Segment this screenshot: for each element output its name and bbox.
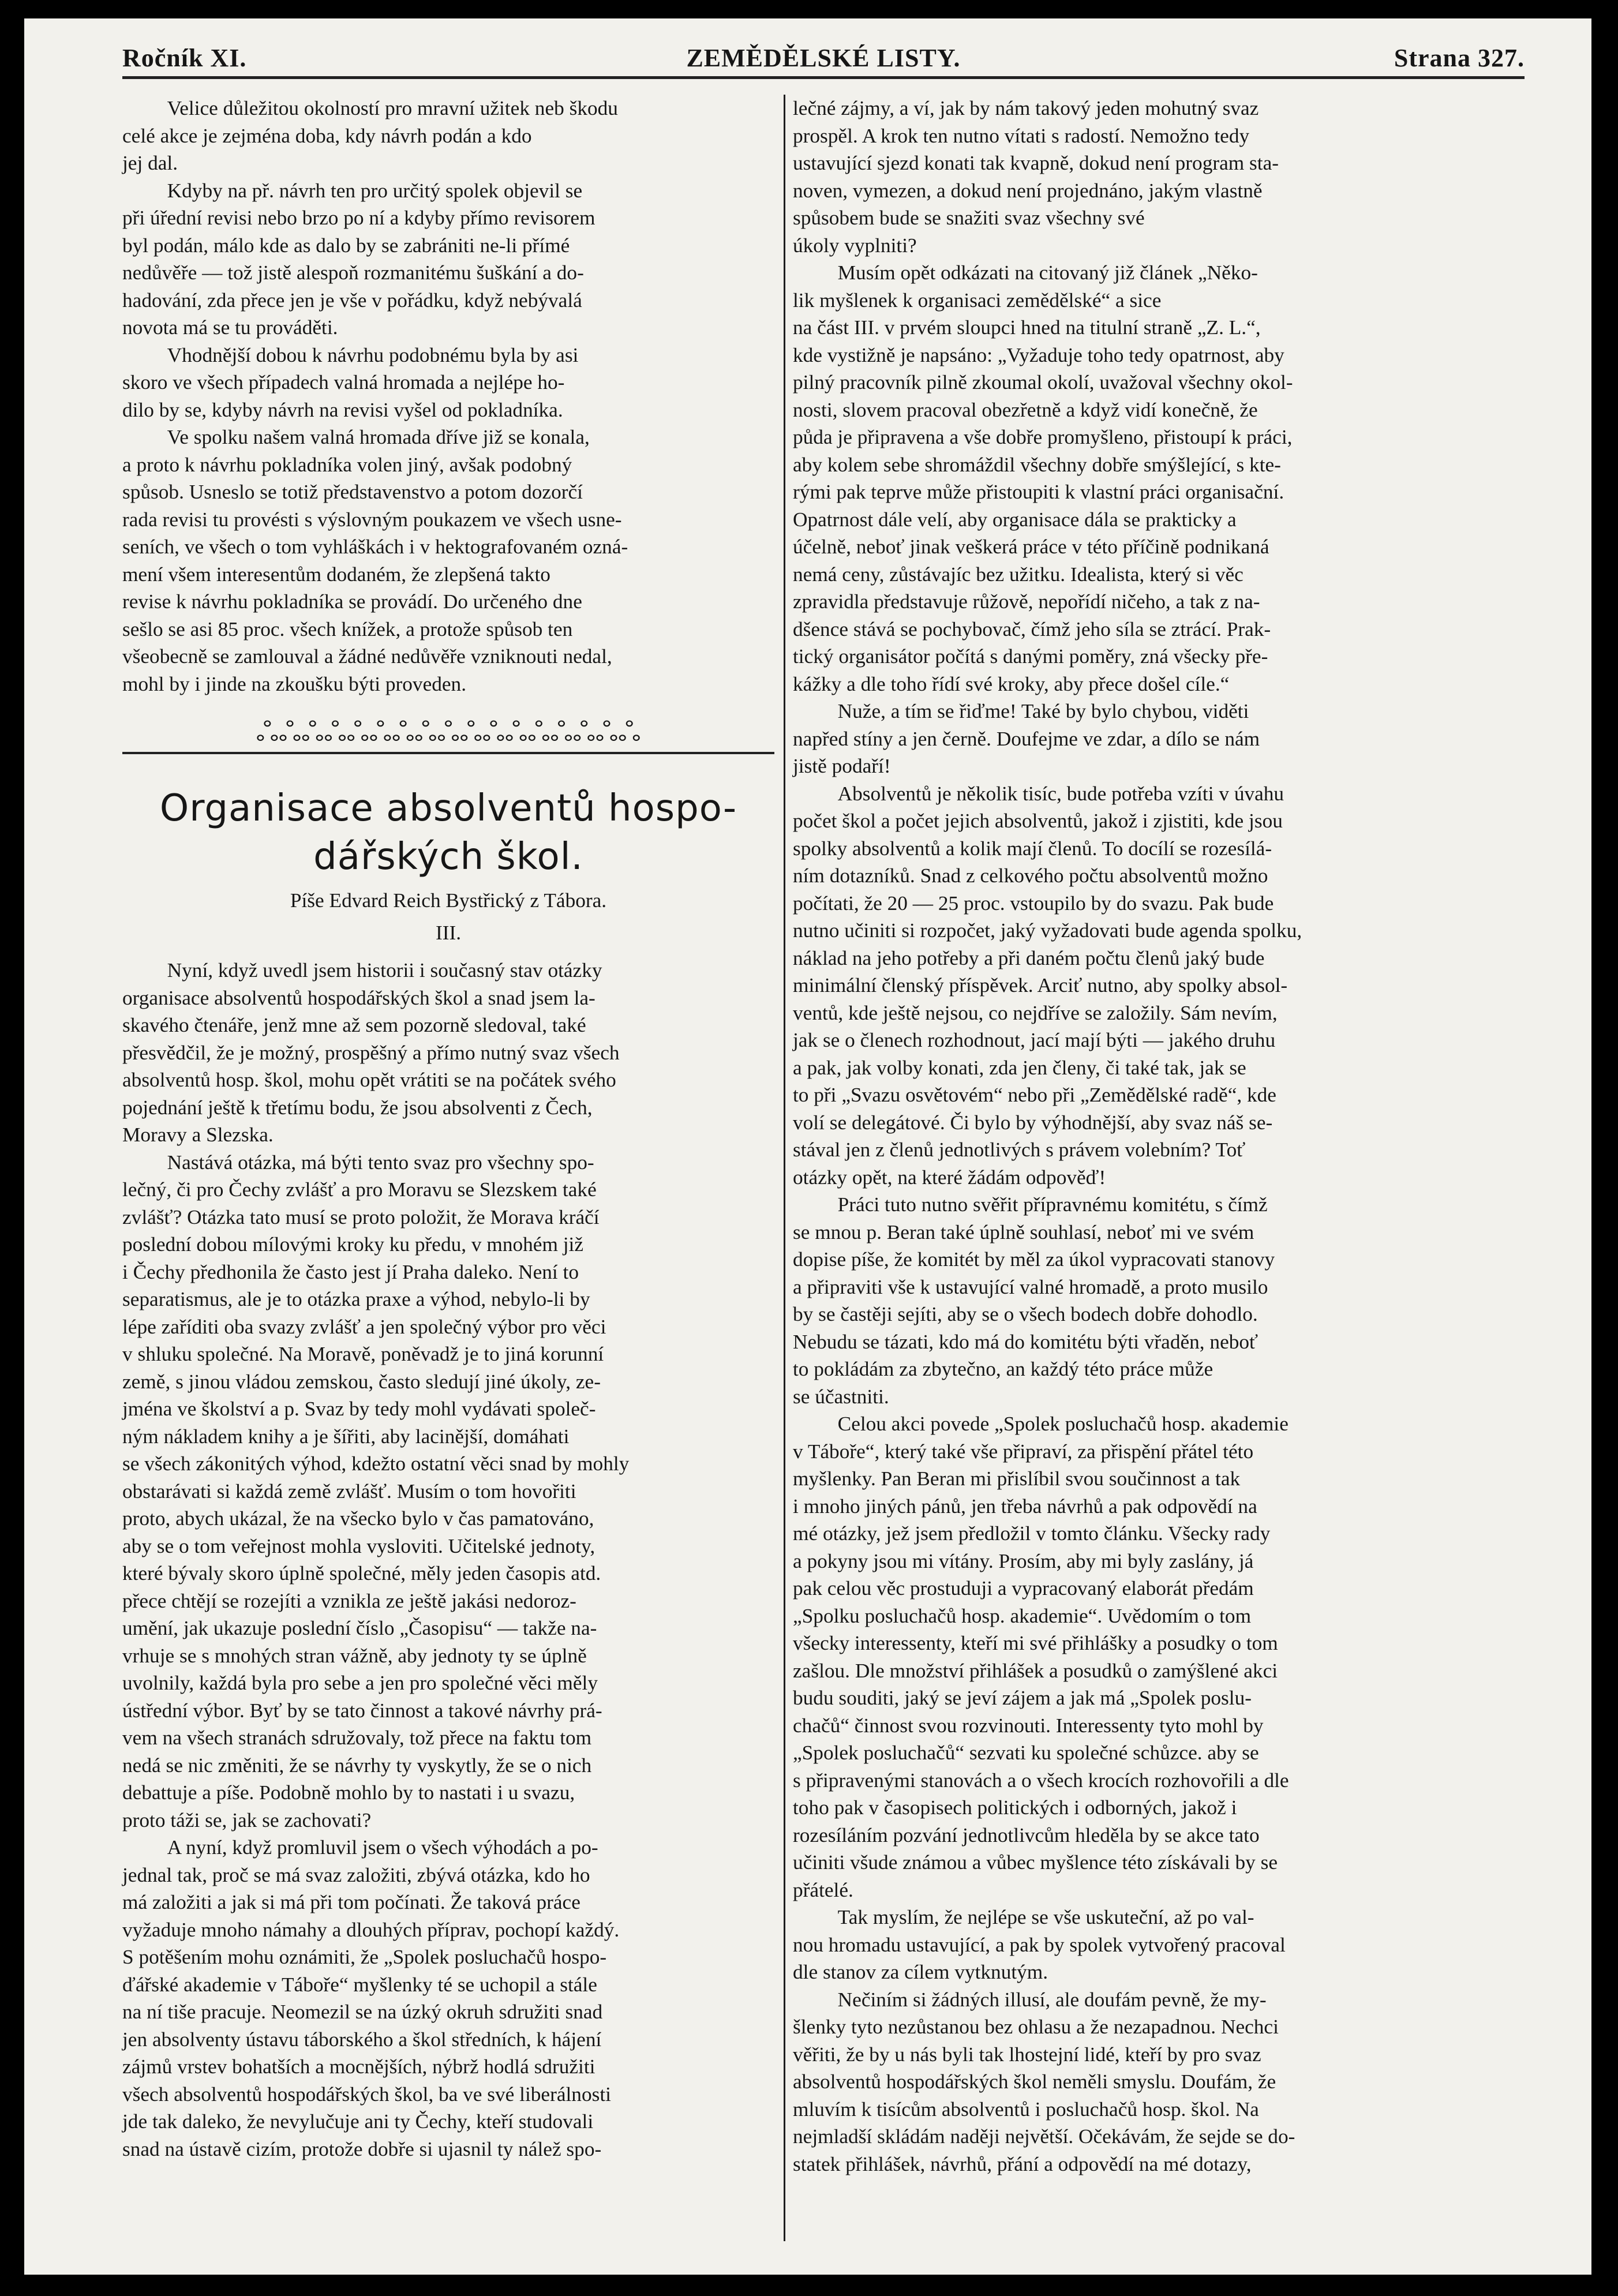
paragraph: Velice důležitou okolností pro mravní užitek neb škodu celé akce je zejména doba, kdy návrh podán a kdo jej dal. [122, 97, 618, 174]
paragraph: Nastává otázka, má býti tento svaz pro všechny spo- lečný, či pro Čechy zvlášť a pro Moravu se Slezskem také zvlášť? Otázka tato musí se proto položit, že Morava kráčí poslední dobou mílovými kroky ku předu, v mnohém již i Čechy předhonila že často jest jí Praha daleko. Není to separatismus, ale je to otázka praxe a výhod, nebylo-li by lépe zaříditi oba svazy zvlášť a jen společný výbor pro věci v shluku společné. Na Moravě, poněvadž je to jiná korunní země, s jinou vládou zemskou, často sledují jiné úkoly, ze- jména ve školství a p. Svaz by tedy mohl vydávati společ- ným nákladem knihy a je šířiti, aby lacinější, domáhati se všech zákonitých výhod, kdežto ostatní věci snad by mohly obstarávati si každá země zvlášť. Musím o tom hovořiti proto, abych ukázal, že na všecko bylo v čas pamatováno, aby se o tom veřejnost mohla vysloviti. Učitelské jednoty, které bývaly skoro úplně společné, měly jeden časopis atd. přece chtějí se rozejíti a vznikla ze ještě jakási nedoroz- umění, jak ukazuje poslední číslo „Časopisu“ — takže na- vrhuje se s mnohých stran vážně, aby jednoty ty se úplně uvolnily, každá byla pro sebe a jen pro společné věci měly ústřední výbor. Byť by se tato činnost a takové návrhy prá- vem na všech stranách sdružovaly, tož přece na faktu tom nedá se nic změniti, že se návrhy ty vyskytly, že se o nich debattuje a píše. Podobně mohlo by to nastati i u svazu, proto táži se, jak se zachovati? [122, 1151, 630, 1831]
volume-label: Ročník XI. [122, 44, 247, 72]
paragraph: Musím opět odkázati na citovaný již článek „Něko- lik myšlenek k organisaci zemědělské“ a sice na část III. v prvém sloupci hned na titulní straně „Z. L.“, kde vystižně je napsáno: „Vyžaduje toho tedy opatrnost, aby pilný pracovník pilně zkoumal okolí, uvažoval všechny okol- nosti, slovem pracoval obezřetně a když vidí konečně, že půda je připravena a vše dobře promyšleno, přistoupí k práci, aby kolem sebe shromáždil všechny dobře smýšlející, s kte- rými pak teprve může přistoupiti k vlastní práci organisační. Opatrnost dále velí, aby organisace dála se prakticky a účelně, neboť jinak veškerá práce v této příčině podnikaná nemá ceny, zůstávajíc bez užitku. Idealista, který si věc zpravidla představuje růžově, nepořídí ničeho, a tak z na- dšence stává se pochybovač, čímž jeho síla se ztrácí. Prak- tický organisátor počítá s danými poměry, zná všecky pře- kážky a dle toho řídí své kroky, aby přece došel cíle.“ [793, 261, 1293, 695]
paragraph: Tak myslím, že nejlépe se vše uskuteční, až po val- nou hromadu ustavující, a pak by spolek vytvořený pracoval dle stanov za cílem vytknutým. [793, 1906, 1286, 1983]
ornament-flourish: ஃஃஃஃஃஃஃஃஃஃஃஃஃஃஃஃஃ [256, 717, 641, 747]
page-header [122, 42, 1525, 79]
paragraph: Práci tuto nutno svěřit přípravnému komitétu, s čímž se mnou p. Beran také úplně souhlasí, neboť mi ve svém dopise píše, že komitét by měl za úkol vypracovati stanovy a připraviti vše k ustavující valné hromadě, a proto musilo by se častěji sejíti, aby se o všech bodech dobře dohodlo. Nebudu se tázati, kdo má do komitétu býti vřaděn, neboť to pokládám za zbytečno, an každý této práce může se účastniti. [793, 1193, 1275, 1408]
left-column [122, 95, 774, 2163]
journal-title: ZEMĚDĚLSKÉ LISTY. [686, 44, 961, 72]
page-number: Strana 327. [1394, 44, 1525, 72]
paragraph: Celou akci povede „Spolek posluchačů hosp. akademie v Táboře“, který také vše připraví, za přispění přátel této myšlenky. Pan Beran mi přislíbil svou součinnost a tak i mnoho jiných pánů, jen třeba návrhů a pak odpovědí na mé otázky, jež jsem předložil v tomto článku. Všecky rady a pokyny jsou mi vítány. Prosím, aby mi byly zaslány, já pak celou věc prostuduji a vypracovaný elaborát předám „Spolku posluchačů hosp. akademie“. Uvědomím o tom všecky interessenty, kteří mi své přihlášky a posudky o tom zašlou. Dle množství přihlášek a posudků o zamýšlené akci budu souditi, jaký se jeví zájem a jak má „Spolek poslu- chačů“ činnost svou rozvinouti. Interessenty tyto mohl by „Spolek posluchačů“ sezvati ku společné schůzce. aby se s připravenými stanovách a o všech krocích rozhovořili a dle toho pak v časopisech politických i odborných, jakož i rozesíláním pozvání jednotlivcům hleděla by se akce tato učiniti všude známou a vůbec myšlence této získávali by se přátelé. [793, 1413, 1289, 1901]
article-heading [122, 784, 774, 946]
section-ornament [122, 715, 774, 754]
paragraph: Nuže, a tím se řiďme! Také by bylo chybou, viděti napřed stíny a jen černě. Doufejme ve zdar, a dílo se nám jistě podaří! [793, 700, 1260, 777]
paragraph: Nyní, když uvedl jsem historii i současný stav otázky organisace absolventů hospodářských škol a snad jsem la- skavého čtenáře, jenž mne až sem pozorně sledoval, také přesvědčil, že je možný, prospěšný a přímo nutný svaz všech absolventů hosp. škol, mohu opět vrátiti se na počátek svého pojednání ještě k třetímu bodu, že jsou absolventi z Čech, Moravy a Slezska. [122, 959, 620, 1146]
article-byline: Píše Edvard Reich Bystřický z Tábora. [290, 889, 607, 912]
article-part-number: III. [435, 921, 462, 944]
paragraph: A nyní, když promluvil jsem o všech výhodách a po- jednal tak, proč se má svaz založiti, zbývá otázka, kdo ho má založiti a jak si má při tom počínati. Že taková práce vyžaduje mnoho námahy a dlouhých příprav, pochopí každý. S potěšením mohu oznámiti, že „Spolek posluchačů hospo- ďářské akademie v Táboře“ myšlenky té se uchopil a stále na ní tiše pracuje. Neomezil se na úzký okruh sdružiti snad jen absolventy ústavu táborského a škol středních, k hájení zájmů vrstev bohatších a mocnějších, nýbrž hodlá sdružiti všech absolventů hospodářských škol, ba ve své liberálnosti jde tak daleko, že nevylučuje ani ty Čechy, kteří studovali snad na ústavě cizím, protože dobře si ujasnil ty nálež spo- [122, 1836, 620, 2160]
article-title [122, 784, 774, 881]
paragraph: lečné zájmy, a ví, jak by nám takový jeden mohutný svaz prospěl. A krok ten nutno vítati s radostí. Nemožno tedy ustavující sjezd konati tak kvapně, dokud není program sta- noven, vymezen, a dokud není projednáno, jakým vlastně spůsobem bude se snažiti svaz všechny své úkoly vyplniti? [793, 97, 1279, 257]
article-title-line: dářských škol. [313, 836, 583, 878]
article-title-line: Organisace absolventů hospo- [159, 787, 737, 830]
column-divider [784, 95, 785, 2241]
newspaper-page [24, 18, 1591, 2275]
right-column [793, 95, 1468, 2178]
paragraph: Nečiním si žádných illusí, ale doufám pevně, že my- šlenky tyto nezůstanou bez ohlasu a že nezapadnou. Nechci věřiti, že by u nás byli tak lhostejní lidé, kteří by pro svaz absolventů hospodářských škol neměli smyslu. Doufám, že mluvím k tisícům absolventů i posluchačů hosp. škol. Na nejmladší skládám naději největší. Očekávám, že sejde se do- statek přihlášek, návrhů, přání a odpovědí na mé dotazy, [793, 1988, 1295, 2175]
paragraph: Kdyby na př. návrh ten pro určitý spolek objevil se při úřední revisi nebo brzo po ní a kdyby přímo revisorem byl podán, málo kde as dalo by se zabrániti ne-li přímé nedůvěře — tož jistě alespoň rozmanitému šuškání a do- hadování, zda přece jen je vše v pořádku, když nebývalá novota má se tu prováděti. [122, 179, 595, 339]
paragraph: Absolventů je několik tisíc, bude potřeba vzíti v úvahu počet škol a počet jejich absolventů, jakož i zjistiti, kde jsou spolky absolventů a kolik mají členů. To docílí se rozesílá- ním dotazníků. Snad z celkového počtu absolventů možno počítati, že 20 — 25 proc. vstoupilo by do svazu. Pak bude nutno učiniti si rozpočet, jaký vyžadovati bude agenda spolku, náklad na jeho potřeby a při daném počtu členů jaký bude minimální členský příspěvek. Arciť nutno, aby spolky absol- ventů, kde ještě nejsou, co nejdříve se založily. Sám nevím, jak se o členech rozhodnout, jací mají býti — jakého druhu a pak, jak volby konati, zda jen členy, či také tak, jak se to při „Svazu osvětovém“ nebo při „Zemědělské radě“, kde volí se delegátové. Či bylo by výhodnější, aby svaz náš se- stával jen z členů jednotlivých s právem volebním? Toť otázky opět, na které žádám odpověď! [793, 782, 1302, 1189]
paragraph: Vhodnější dobou k návrhu podobnému byla by asi skoro ve všech případech valná hromada a nejlépe ho- dilo by se, kdyby návrh na revisi vyšel od pokladníka. [122, 343, 579, 421]
paragraph: Ve spolku našem valná hromada dříve již se konala, a proto k návrhu pokladníka volen jiný, avšak podobný spůsob. Usneslo se totiž představenstvo a potom dozorčí rada revisi tu provésti s výslovným poukazem ve všech usne- seních, ve všech o tom vyhláškách i v hektografovaném ozná- mení všem interesentům dodaném, že zlepšená takto revise k návrhu pokladníka se provádí. Do určeného dne sešlo se asi 85 proc. všech knížek, a protože spůsob ten všeobecně se zamlouval a žádné nedůvěře vzniknouti nedal, mohl by i jinde na zkoušku býti proveden. [122, 426, 628, 695]
